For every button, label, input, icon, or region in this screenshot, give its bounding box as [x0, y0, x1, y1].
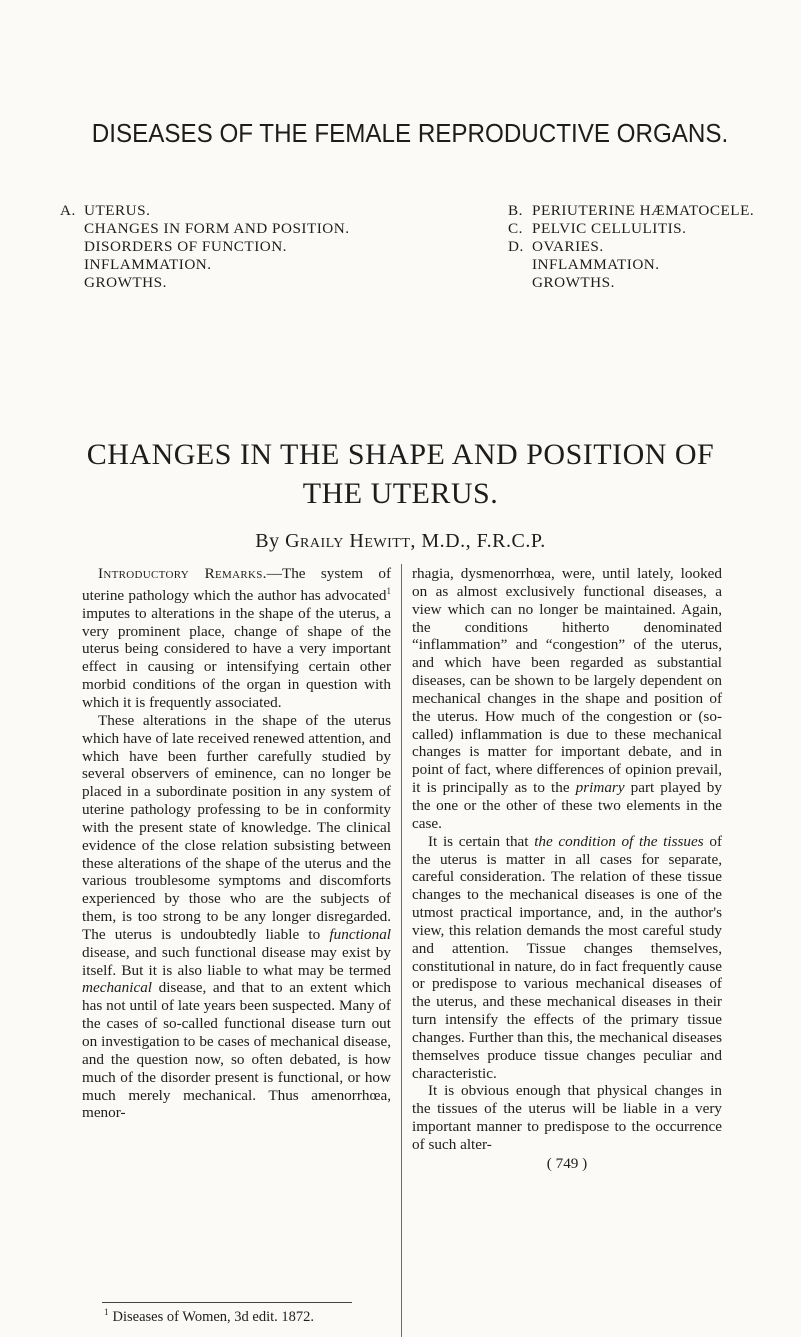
contents-entry-uterus: A. UTERUS.: [60, 202, 151, 219]
section-title-line1: CHANGES IN THE SHAPE AND POSITION OF: [86, 438, 715, 471]
contents-entry-ovaries-growths: GROWTHS.: [532, 274, 615, 291]
author-byline: By Graily Hewitt, M.D., F.R.C.P.: [255, 530, 546, 552]
contents-right-column: [508, 202, 754, 292]
section-title-line2: THE UTERUS.: [302, 477, 499, 510]
contents-entry-haematocele: B. PERIUTERINE HÆMATOCELE.: [508, 202, 755, 219]
author-name: Graily Hewitt: [285, 530, 411, 552]
paragraph: It is obvious enough that physical changes in the tissues of the uterus will be liable in a very important manner to predispose to the occurrence of such alter-: [412, 1082, 722, 1153]
contents-entry-growths: GROWTHS.: [84, 274, 167, 291]
introductory-remarks-heading: Introductory Remarks.: [98, 565, 267, 582]
footnote-rule: [102, 1302, 352, 1303]
column-divider: [401, 564, 402, 1337]
contents-entry-disorders: DISORDERS OF FUNCTION.: [84, 238, 287, 255]
contents-left-column: [60, 202, 350, 292]
contents-list: [60, 202, 760, 292]
right-text-column: [412, 565, 722, 1173]
paragraph: It is certain that the condition of the tissues of the uterus is matter in all cases for separate, careful consideration. The relation of these tissue changes to the mechanical diseases is one of the utmost practical importance, and, in the author's view, this relation demands the most careful study and attention. Tissue changes themselves, constitutional in nature, do in fact frequently cause or predispose to various mechanical diseases of the uterus, and these mechanical diseases in their turn intensify the effects of the primary tissue changes. Further than this, the mechanical diseases themselves produce tissue changes peculiar and characteristic.: [412, 832, 722, 1082]
footnote-block: [82, 1302, 391, 1326]
contents-entry-ovaries-inflammation: INFLAMMATION.: [532, 256, 660, 273]
paragraph: These alterations in the shape of the uterus which have of late received renewed attention, and which have been further carefully studied by several observers of eminence, can no longer be placed in a subordinate position in any system of uterine pathology professing to be in conformity with the present state of knowledge. The clinical evidence of the close relation subsisting between these alterations of the shape of the uterus and the various troublesome symptoms and discomforts experienced by those who are the subjects of them, is too strong to be any longer disregarded. The uterus is undoubtedly liable to functional disease, and such functional disease may exist by itself. But it is also liable to what may be termed mechanical disease, and that to an extent which has not until of late years been suspected. Many of the cases of so-called functional disease turn out on investigation to be cases of mechanical disease, and the question now, so often debated, is how much of the disorder present is functional, or how much merely mechanical. Thus amenorrhœa, menor-: [82, 711, 392, 1122]
paragraph: rhagia, dysmenorrhœa, were, until lately, looked on as almost exclusively functional diseases, a view which can no longer be maintained. Again, the conditions hitherto denominated “inflammation” and “congestion” of the uterus, and which have been regarded as substantial diseases, can be shown to be largely dependent on mechanical changes in the shape and position of the uterus. How much of the congestion or (so-called) inflammation is due to these mechanical changes is matter for important debate, and in point of fact, where differences of opinion prevail, it is principally as to the primary part played by the one or the other of these two elements in the case.: [412, 565, 722, 832]
contents-entry-inflammation: INFLAMMATION.: [84, 256, 212, 273]
footnote-reference: 1: [386, 585, 391, 596]
footnote: $^1$ Diseases of Women, 3d edit. 1872.: [104, 1307, 315, 1325]
left-text-column: [82, 565, 391, 1122]
contents-entry-changes: CHANGES IN FORM AND POSITION.: [84, 220, 350, 237]
contents-entry-ovaries: D. OVARIES.: [508, 238, 604, 255]
contents-entry-cellulitis: C. PELVIC CELLULITIS.: [508, 220, 687, 237]
page-number: ( 749 ): [546, 1154, 588, 1172]
running-title: DISEASES OF THE FEMALE REPRODUCTIVE ORGANS.: [91, 118, 729, 148]
paragraph: Introductory Remarks.—The system of uterine pathology which the author has advocated$^1$ imputes to alterations in the shape of the uterus, a very prominent place, change of shape of the uterus being considered to have a very important effect in causing or intensifying certain other morbid conditions of the organ in question with which it is frequently associated.: [82, 565, 392, 711]
